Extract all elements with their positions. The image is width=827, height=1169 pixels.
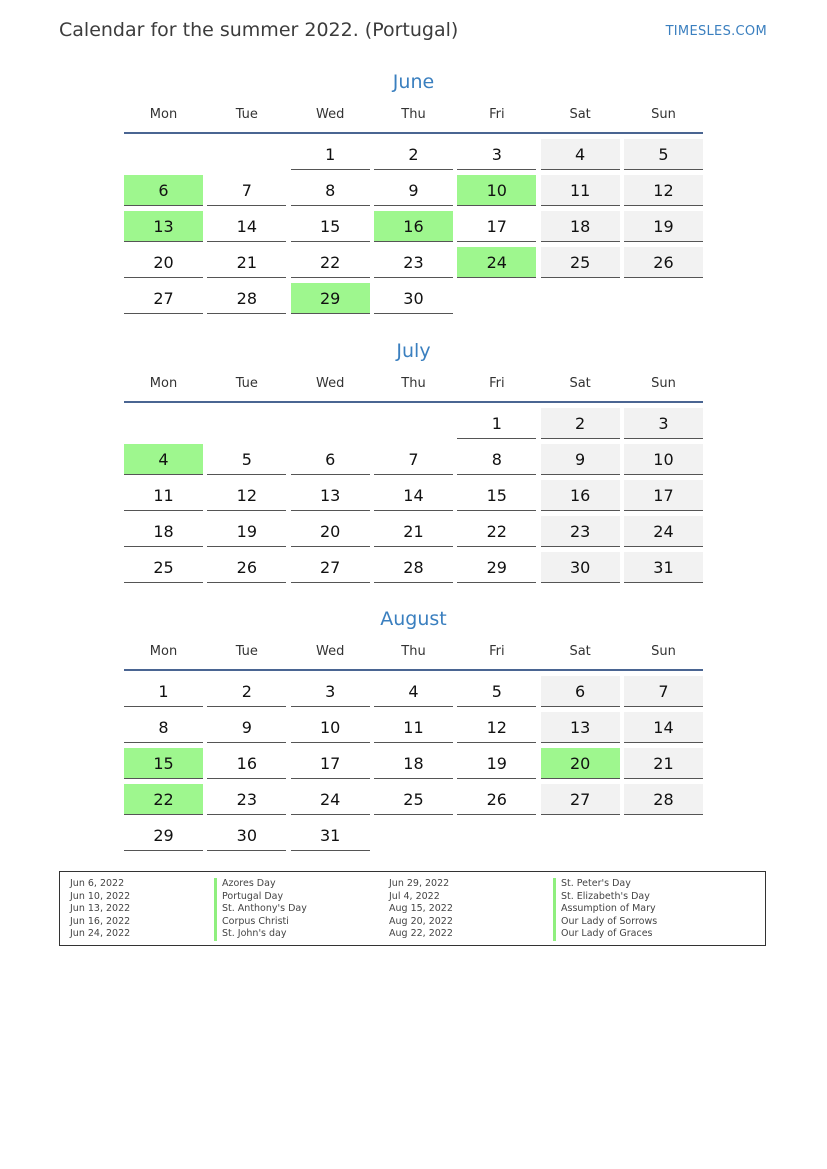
weekend-day-cell: 2 [541, 408, 620, 439]
day-cell: 23 [374, 247, 453, 278]
weekday-label: Thu [401, 107, 426, 122]
month-title: July [396, 340, 431, 362]
day-cell: 28 [374, 552, 453, 583]
weekend-day-cell: 26 [624, 247, 703, 278]
holiday-name: Portugal Day [214, 891, 307, 904]
weekend-day-cell: 25 [541, 247, 620, 278]
empty-cell [374, 820, 453, 851]
weekend-day-cell: 3 [624, 408, 703, 439]
weekday-label: Mon [149, 107, 178, 122]
weekend-day-cell: 10 [624, 444, 703, 475]
holiday-day-cell: 10 [457, 175, 536, 206]
empty-cell [207, 408, 286, 439]
legend-names-col-1 [214, 878, 307, 941]
weekend-day-cell: 13 [541, 712, 620, 743]
day-cell: 4 [374, 676, 453, 707]
day-cell: 23 [207, 784, 286, 815]
empty-cell [124, 408, 203, 439]
weekday-label: Sun [651, 107, 676, 122]
weekend-day-cell: 31 [624, 552, 703, 583]
holiday-name: Corpus Christi [214, 916, 307, 929]
weekend-day-cell: 7 [624, 676, 703, 707]
holiday-day-cell: 13 [124, 211, 203, 242]
holiday-legend [59, 871, 766, 946]
day-cell: 3 [291, 676, 370, 707]
week-row [124, 247, 703, 283]
empty-cell [124, 139, 203, 170]
day-cell: 1 [291, 139, 370, 170]
week-row [124, 283, 703, 319]
holiday-name: St. John's day [214, 928, 307, 941]
day-cell: 9 [374, 175, 453, 206]
empty-cell [624, 283, 703, 314]
day-cell: 17 [291, 748, 370, 779]
holiday-name: St. Elizabeth's Day [553, 891, 657, 904]
day-cell: 29 [124, 820, 203, 851]
holiday-day-cell: 15 [124, 748, 203, 779]
day-cell: 18 [374, 748, 453, 779]
day-cell: 18 [124, 516, 203, 547]
weekend-day-cell: 12 [624, 175, 703, 206]
week-row [124, 444, 703, 480]
holiday-name: Azores Day [214, 878, 307, 891]
empty-cell [624, 820, 703, 851]
weekend-day-cell: 17 [624, 480, 703, 511]
day-cell: 25 [124, 552, 203, 583]
weekend-day-cell: 14 [624, 712, 703, 743]
holiday-day-cell: 29 [291, 283, 370, 314]
week-row [124, 784, 703, 820]
weekday-label: Mon [149, 376, 178, 391]
day-cell: 21 [207, 247, 286, 278]
day-cell: 31 [291, 820, 370, 851]
week-row [124, 820, 703, 856]
weekday-label: Wed [315, 644, 345, 659]
day-cell: 30 [207, 820, 286, 851]
empty-cell [457, 283, 536, 314]
holiday-name: Our Lady of Graces [553, 928, 657, 941]
day-cell: 8 [291, 175, 370, 206]
weekday-label: Sat [569, 644, 591, 659]
weekend-day-cell: 5 [624, 139, 703, 170]
day-cell: 3 [457, 139, 536, 170]
holiday-day-cell: 20 [541, 748, 620, 779]
weekday-header [124, 375, 703, 403]
day-cell: 5 [207, 444, 286, 475]
legend-names-col-2 [553, 878, 657, 941]
week-row [124, 516, 703, 552]
holiday-name: St. Anthony's Day [214, 903, 307, 916]
empty-cell [374, 408, 453, 439]
weekday-label: Wed [315, 107, 345, 122]
day-cell: 14 [374, 480, 453, 511]
holiday-date: Jun 13, 2022 [70, 903, 131, 914]
weekday-label: Fri [489, 376, 505, 391]
holiday-date: Jun 10, 2022 [70, 890, 131, 902]
week-row [124, 480, 703, 516]
day-cell: 2 [374, 139, 453, 170]
month-title: August [380, 608, 447, 630]
holiday-date: Jul 4, 2022 [389, 890, 440, 902]
day-cell: 14 [207, 211, 286, 242]
day-cell: 19 [457, 748, 536, 779]
holiday-day-cell: 4 [124, 444, 203, 475]
day-cell: 30 [374, 283, 453, 314]
weekday-label: Thu [401, 644, 426, 659]
site-brand[interactable]: TIMESLES.COM [665, 24, 767, 39]
day-cell: 15 [291, 211, 370, 242]
holiday-day-cell: 16 [374, 211, 453, 242]
day-cell: 12 [457, 712, 536, 743]
weekend-day-cell: 9 [541, 444, 620, 475]
weekend-day-cell: 21 [624, 748, 703, 779]
empty-cell [291, 408, 370, 439]
month-july [124, 339, 703, 588]
weekend-day-cell: 4 [541, 139, 620, 170]
holiday-date: Jun 6, 2022 [70, 878, 125, 889]
holiday-date: Aug 15, 2022 [389, 903, 453, 914]
weekend-day-cell: 24 [624, 516, 703, 547]
day-cell: 26 [207, 552, 286, 583]
day-cell: 27 [291, 552, 370, 583]
holiday-name: Our Lady of Sorrows [553, 916, 657, 929]
day-cell: 13 [291, 480, 370, 511]
day-cell: 8 [457, 444, 536, 475]
holiday-date: Aug 22, 2022 [389, 928, 453, 939]
day-cell: 12 [207, 480, 286, 511]
day-cell: 5 [457, 676, 536, 707]
weekend-day-cell: 6 [541, 676, 620, 707]
month-grid [124, 671, 703, 856]
day-cell: 22 [457, 516, 536, 547]
holiday-date: Aug 20, 2022 [389, 915, 453, 927]
empty-cell [541, 820, 620, 851]
day-cell: 16 [207, 748, 286, 779]
weekday-label: Tue [235, 644, 258, 659]
weekend-day-cell: 16 [541, 480, 620, 511]
weekday-header [124, 643, 703, 671]
day-cell: 19 [207, 516, 286, 547]
weekday-label: Wed [315, 376, 345, 391]
week-row [124, 712, 703, 748]
day-cell: 10 [291, 712, 370, 743]
legend-dates-col-1 [70, 878, 130, 941]
holiday-day-cell: 22 [124, 784, 203, 815]
day-cell: 26 [457, 784, 536, 815]
week-row [124, 139, 703, 175]
month-june [124, 70, 703, 319]
day-cell: 6 [291, 444, 370, 475]
weekend-day-cell: 23 [541, 516, 620, 547]
page-title: Calendar for the summer 2022. (Portugal) [59, 19, 459, 41]
weekend-day-cell: 18 [541, 211, 620, 242]
empty-cell [541, 283, 620, 314]
week-row [124, 552, 703, 588]
legend-dates-col-2 [389, 878, 453, 941]
day-cell: 1 [457, 408, 536, 439]
holiday-name: St. Peter's Day [553, 878, 657, 891]
weekday-label: Sat [569, 107, 591, 122]
weekday-label: Fri [489, 107, 505, 122]
empty-cell [457, 820, 536, 851]
weekday-label: Sat [569, 376, 591, 391]
weekday-label: Mon [149, 644, 178, 659]
day-cell: 1 [124, 676, 203, 707]
day-cell: 2 [207, 676, 286, 707]
weekday-label: Fri [489, 644, 505, 659]
holiday-date: Jun 29, 2022 [389, 878, 450, 889]
day-cell: 22 [291, 247, 370, 278]
day-cell: 27 [124, 283, 203, 314]
day-cell: 11 [124, 480, 203, 511]
day-cell: 25 [374, 784, 453, 815]
weekday-label: Sun [651, 376, 676, 391]
holiday-date: Jun 16, 2022 [70, 915, 131, 927]
day-cell: 29 [457, 552, 536, 583]
weekend-day-cell: 27 [541, 784, 620, 815]
month-grid [124, 134, 703, 319]
week-row [124, 408, 703, 444]
weekday-label: Tue [235, 107, 258, 122]
holiday-date: Jun 24, 2022 [70, 928, 131, 939]
holiday-day-cell: 24 [457, 247, 536, 278]
day-cell: 20 [291, 516, 370, 547]
day-cell: 7 [207, 175, 286, 206]
day-cell: 24 [291, 784, 370, 815]
weekend-day-cell: 11 [541, 175, 620, 206]
day-cell: 21 [374, 516, 453, 547]
day-cell: 28 [207, 283, 286, 314]
week-row [124, 676, 703, 712]
weekday-label: Sun [651, 644, 676, 659]
day-cell: 20 [124, 247, 203, 278]
weekday-label: Tue [235, 376, 258, 391]
empty-cell [207, 139, 286, 170]
holiday-name: Assumption of Mary [553, 903, 657, 916]
day-cell: 8 [124, 712, 203, 743]
day-cell: 7 [374, 444, 453, 475]
weekend-day-cell: 30 [541, 552, 620, 583]
weekday-header [124, 106, 703, 134]
day-cell: 15 [457, 480, 536, 511]
holiday-day-cell: 6 [124, 175, 203, 206]
month-grid [124, 403, 703, 588]
month-title: June [392, 71, 435, 93]
week-row [124, 211, 703, 247]
day-cell: 9 [207, 712, 286, 743]
day-cell: 11 [374, 712, 453, 743]
week-row [124, 748, 703, 784]
month-august [124, 607, 703, 856]
day-cell: 17 [457, 211, 536, 242]
weekend-day-cell: 28 [624, 784, 703, 815]
weekday-label: Thu [401, 376, 426, 391]
week-row [124, 175, 703, 211]
weekend-day-cell: 19 [624, 211, 703, 242]
